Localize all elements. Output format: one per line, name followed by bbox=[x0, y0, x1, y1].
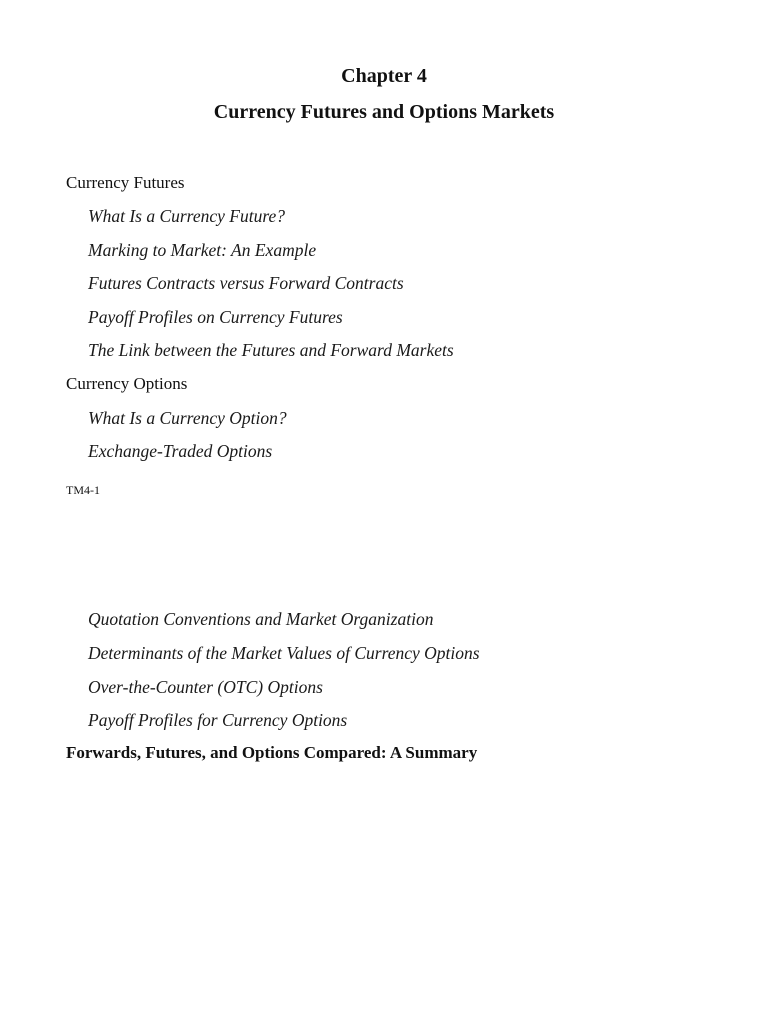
subsection-payoff-profiles-futures: Payoff Profiles on Currency Futures bbox=[88, 307, 343, 327]
section-heading-currency-futures: Currency Futures bbox=[66, 173, 185, 192]
section-heading-currency-options: Currency Options bbox=[66, 374, 188, 393]
subsection-determinants-market-values: Determinants of the Market Values of Currency Options bbox=[88, 643, 480, 663]
page-label: TM4-1 bbox=[66, 483, 100, 497]
chapter-number: Chapter 4 bbox=[341, 65, 427, 87]
subsection-payoff-profiles-options: Payoff Profiles for Currency Options bbox=[88, 710, 348, 730]
chapter-title: Currency Futures and Options Markets bbox=[213, 101, 555, 123]
subsection-futures-vs-forward: Futures Contracts versus Forward Contracts bbox=[88, 273, 404, 293]
subsection-exchange-traded-options: Exchange-Traded Options bbox=[88, 441, 273, 461]
subsection-marking-to-market: Marking to Market: An Example bbox=[88, 240, 317, 260]
subsection-what-is-currency-option: What Is a Currency Option? bbox=[88, 408, 287, 428]
subsection-what-is-currency-future: What Is a Currency Future? bbox=[88, 206, 286, 226]
section-heading-summary: Forwards, Futures, and Options Compared: A Summary bbox=[66, 743, 478, 762]
subsection-otc-options: Over-the-Counter (OTC) Options bbox=[88, 677, 323, 697]
subsection-quotation-conventions: Quotation Conventions and Market Organization bbox=[88, 609, 434, 629]
subsection-futures-forward-link: The Link between the Futures and Forward Markets bbox=[88, 340, 454, 360]
